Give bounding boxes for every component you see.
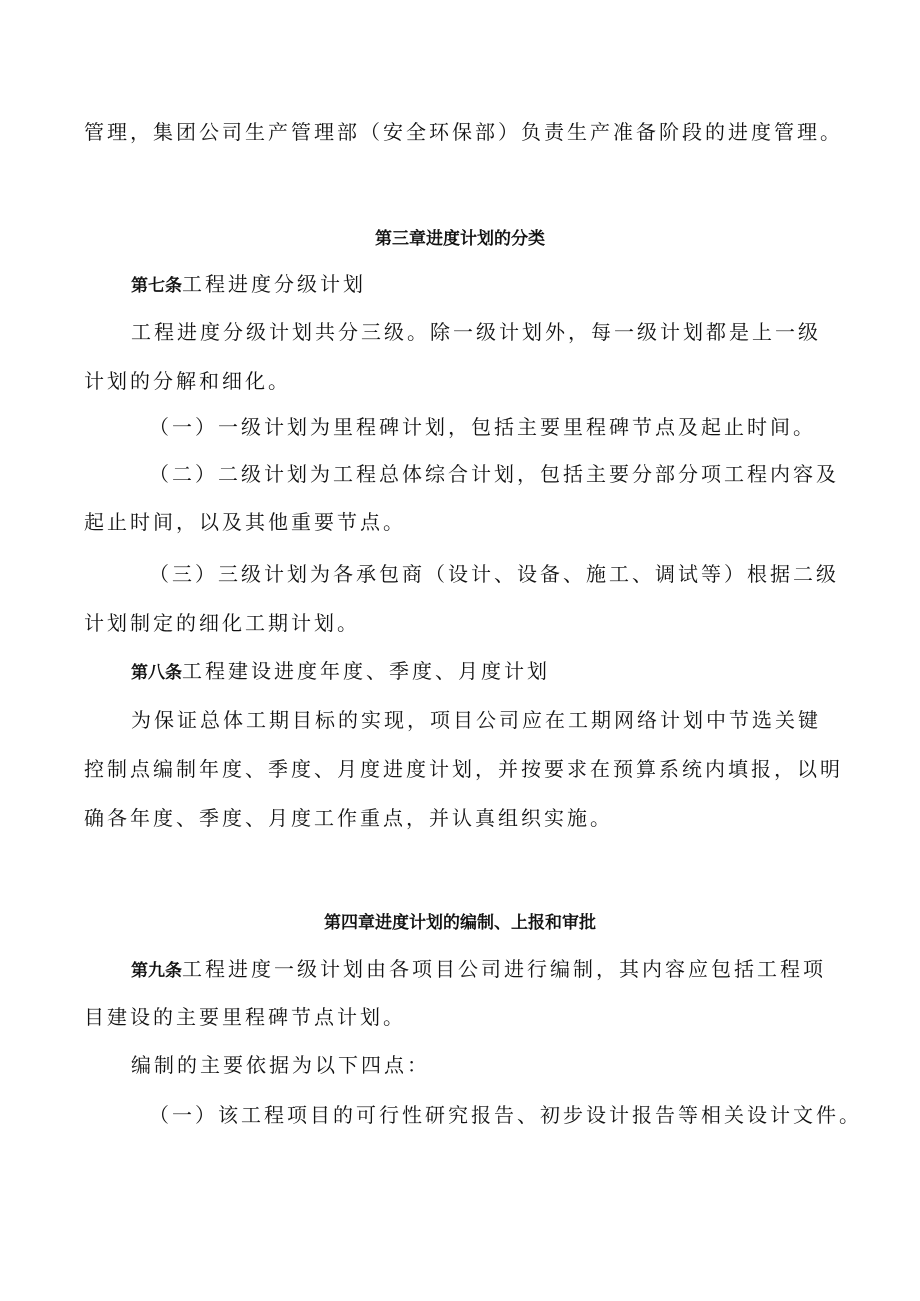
article-8-header <box>131 657 550 687</box>
chapter-3-heading: 第三章进度计划的分类 <box>375 229 545 249</box>
article-8-title: 工程建设进度年度、季度、月度计划 <box>182 659 550 683</box>
article-9-para-line-2: 目建设的主要里程碑节点计划。 <box>84 1005 406 1029</box>
intro-line: 管理，集团公司生产管理部（安全环保部）负责生产准备阶段的进度管理。 <box>84 120 843 144</box>
article-9-basis-intro: 编制的主要依据为以下四点： <box>131 1053 430 1077</box>
article-7-item-1: （一）一级计划为里程碑计划，包括主要里程碑节点及起止时间。 <box>149 415 816 439</box>
article-7-para-line-2: 计划的分解和细化。 <box>84 369 291 393</box>
article-8-label: 第八条 <box>131 663 182 683</box>
article-7-header <box>131 270 366 300</box>
article-7-title: 工程进度分级计划 <box>182 272 366 296</box>
article-7-para-line-1: 工程进度分级计划共分三级。除一级计划外，每一级计划都是上一级 <box>131 320 821 344</box>
article-9-text: 工程进度一级计划由各项目公司进行编制，其内容应包括工程项 <box>182 957 826 981</box>
chapter-4-heading: 第四章进度计划的编制、上报和审批 <box>324 913 596 933</box>
article-7-item-2-line-2: 起止时间，以及其他重要节点。 <box>84 510 406 534</box>
article-7-label: 第七条 <box>131 276 182 296</box>
article-8-para-line-1: 为保证总体工期目标的实现，项目公司应在工期网络计划中节选关键 <box>131 708 821 732</box>
article-9-para-line-1 <box>131 955 826 985</box>
article-9-label: 第九条 <box>131 961 182 981</box>
article-8-para-line-3: 确各年度、季度、月度工作重点，并认真组织实施。 <box>84 806 613 830</box>
article-8-para-line-2: 控制点编制年度、季度、月度进度计划，并按要求在预算系统内填报，以明 <box>84 757 843 781</box>
article-7-item-3-line-1: （三）三级计划为各承包商（设计、设备、施工、调试等）根据二级 <box>149 562 839 586</box>
article-9-basis-item-1: （一）该工程项目的可行性研究报告、初步设计报告等相关设计文件。 <box>149 1103 862 1127</box>
article-7-item-3-line-2: 计划制定的细化工期计划。 <box>84 611 360 635</box>
article-7-item-2-line-1: （二）二级计划为工程总体综合计划，包括主要分部分项工程内容及 <box>149 462 839 486</box>
